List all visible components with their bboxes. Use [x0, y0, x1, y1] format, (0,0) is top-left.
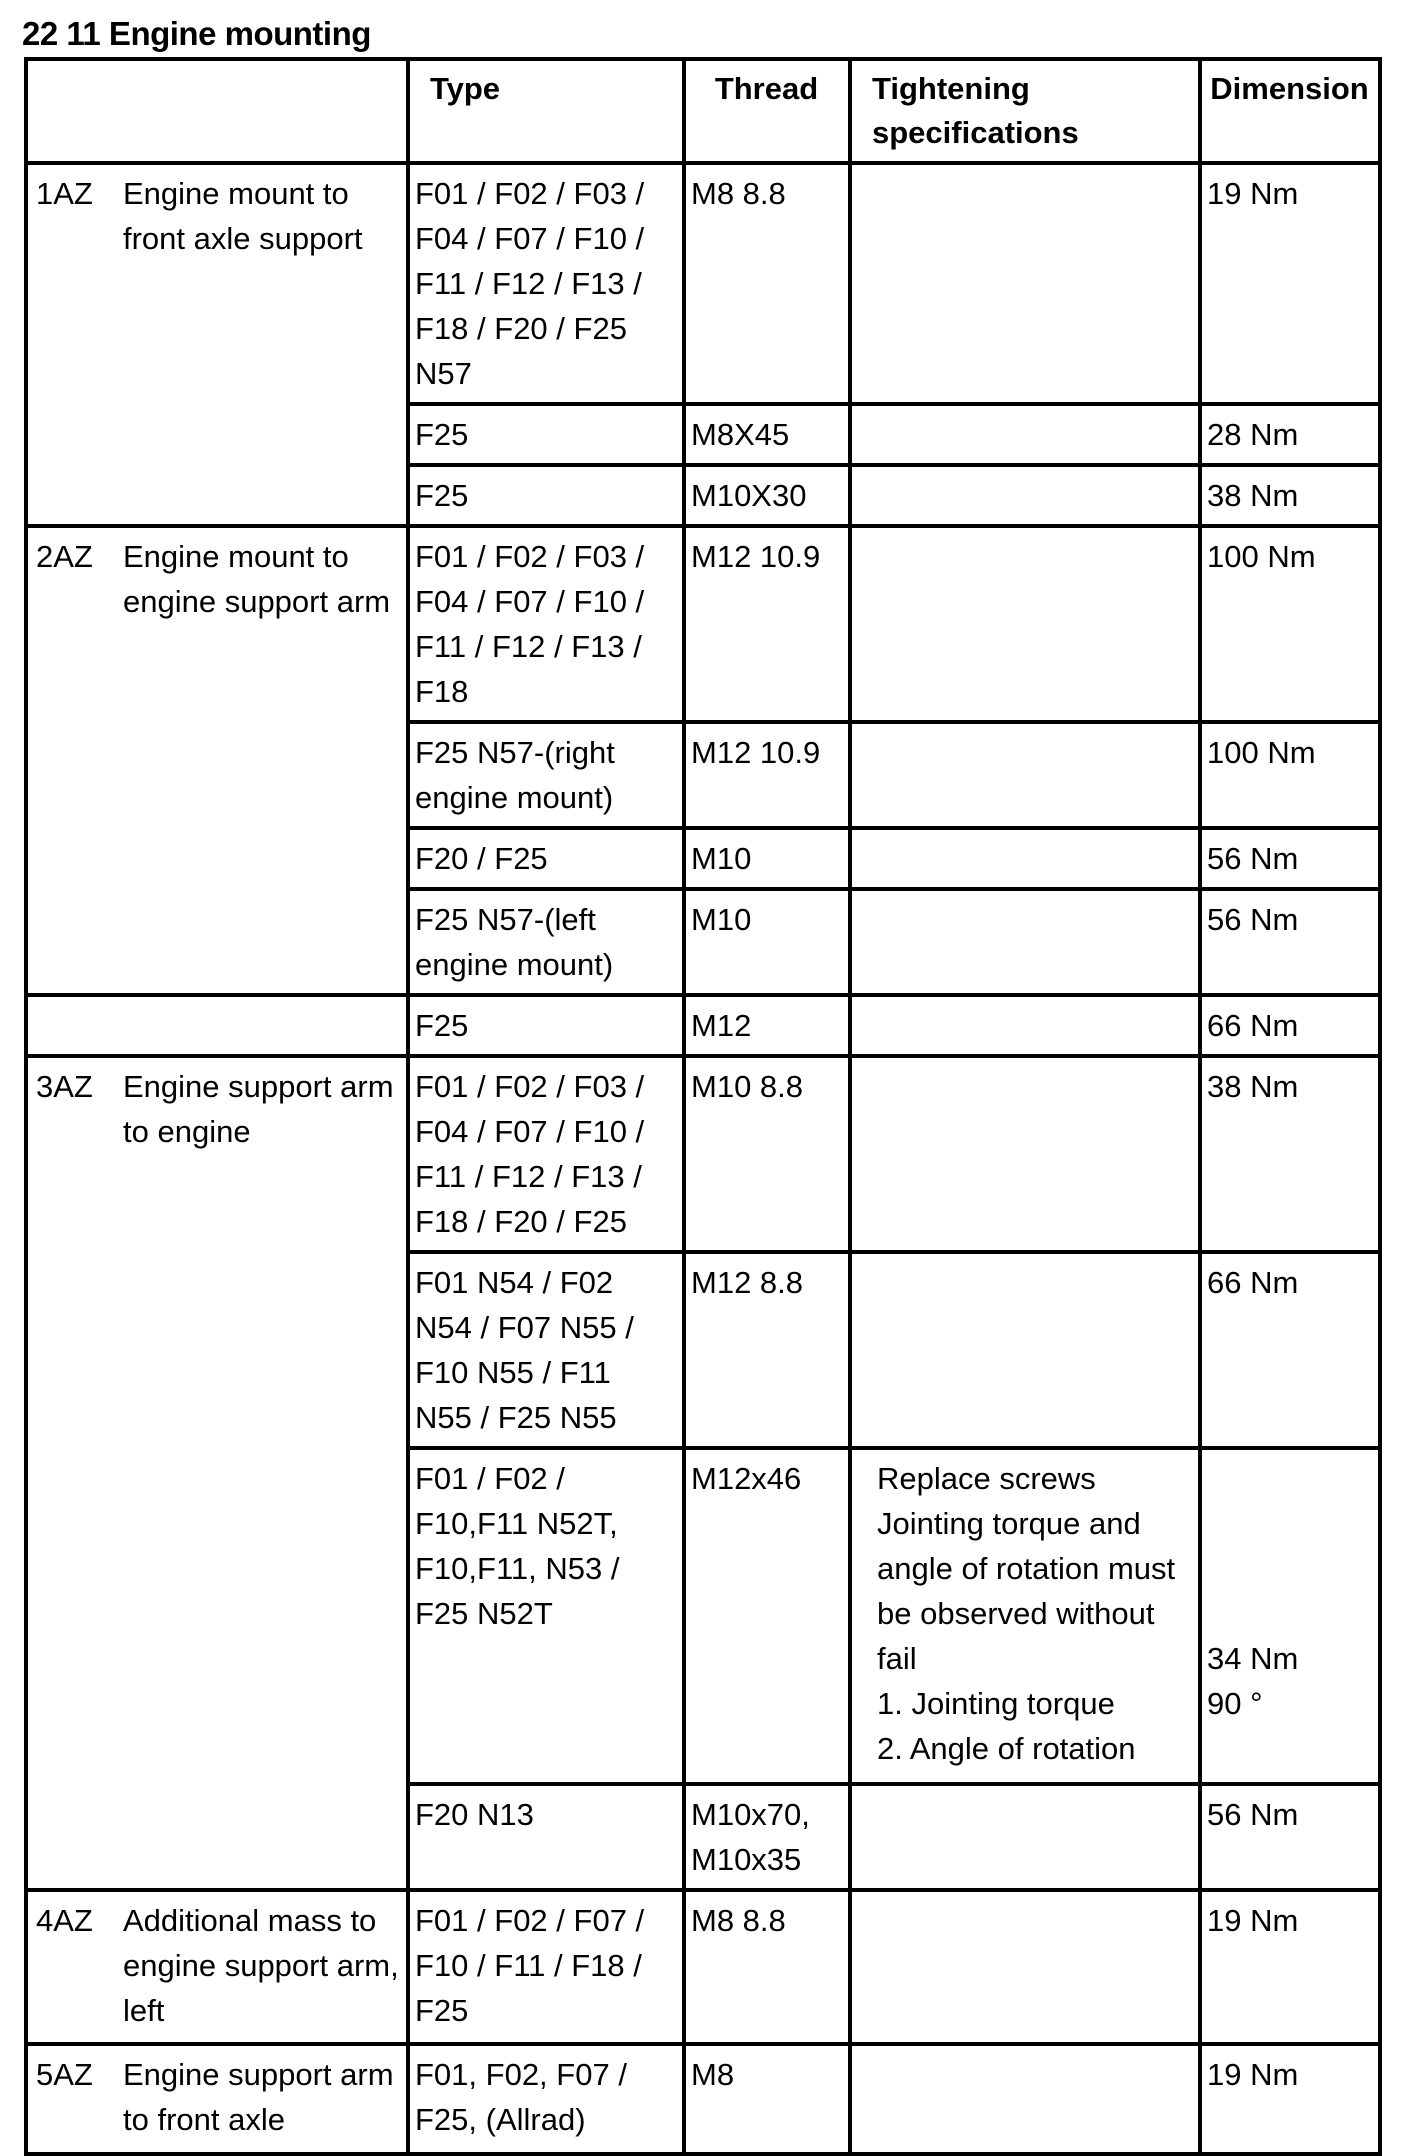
type-cell	[408, 995, 684, 1056]
thread-cell	[684, 163, 850, 404]
thread-value: M12 8.8	[691, 1265, 804, 1300]
tightening-cell	[850, 1784, 1200, 1890]
position-code: 5AZ	[36, 2057, 93, 2092]
header-tightening: Tightening specifications	[850, 59, 1200, 163]
dimension-value: 38 Nm	[1207, 478, 1299, 513]
tightening-cell	[850, 1252, 1200, 1448]
dimension-value: 100 Nm	[1207, 539, 1316, 574]
type-value: F01 / F02 / F07 / F10 / F11 / F18 / F25	[415, 1903, 645, 2028]
type-cell	[408, 526, 684, 722]
type-cell	[408, 465, 684, 526]
dimension-cell	[1200, 889, 1380, 995]
dimension-value: 66 Nm	[1207, 1265, 1299, 1300]
tightening-cell	[850, 465, 1200, 526]
tightening-cell	[850, 163, 1200, 404]
position-code: 4AZ	[36, 1903, 93, 1938]
dimension-value: 19 Nm	[1207, 176, 1299, 211]
position-code: 3AZ	[36, 1069, 93, 1104]
type-value: F25 N57-(left engine mount)	[415, 902, 614, 982]
header-dimension: Dimension	[1200, 59, 1380, 163]
type-cell	[408, 1448, 684, 1784]
dimension-value: 66 Nm	[1207, 1008, 1299, 1043]
table-row	[26, 1890, 1380, 2044]
type-value: F25	[415, 417, 469, 452]
dimension-cell	[1200, 526, 1380, 722]
dimension-value: 19 Nm	[1207, 2057, 1299, 2092]
type-cell	[408, 163, 684, 404]
type-cell	[408, 1056, 684, 1252]
dimension-value: 28 Nm	[1207, 417, 1299, 452]
type-cell	[408, 1252, 684, 1448]
dimension-cell	[1200, 1252, 1380, 1448]
dimension-value: 38 Nm	[1207, 1069, 1299, 1104]
tightening-cell	[850, 1890, 1200, 2044]
header-position	[26, 59, 408, 163]
thread-cell	[684, 1252, 850, 1448]
dimension-cell	[1200, 2044, 1380, 2154]
thread-value: M12x46	[691, 1461, 802, 1496]
type-value: F25 N57-(right engine mount)	[415, 735, 615, 815]
position-cell	[26, 2044, 408, 2154]
dimension-value: 56 Nm	[1207, 841, 1299, 876]
thread-cell	[684, 404, 850, 465]
tightening-cell	[850, 722, 1200, 828]
header-thread: Thread	[684, 59, 850, 163]
tightening-step-value: 90 °	[1207, 1686, 1263, 1721]
table-body	[26, 163, 1380, 2154]
thread-cell	[684, 1890, 850, 2044]
thread-cell	[684, 995, 850, 1056]
dimension-value: 56 Nm	[1207, 1797, 1299, 1832]
type-value: F01, F02, F07 / F25, (Allrad)	[415, 2057, 627, 2137]
dimension-value: 100 Nm	[1207, 735, 1316, 770]
thread-cell	[684, 2044, 850, 2154]
thread-value: M10	[691, 841, 752, 876]
position-description: Engine mount to engine support arm	[123, 539, 391, 619]
tightening-cell	[850, 828, 1200, 889]
dimension-cell	[1200, 722, 1380, 828]
thread-value: M10	[691, 902, 752, 937]
thread-cell	[684, 828, 850, 889]
position-description: Engine mount to front axle support	[123, 176, 363, 256]
position-cell	[26, 526, 408, 995]
position-cell	[26, 1890, 408, 2044]
type-value: F01 N54 / F02 N54 / F07 N55 / F10 N55 / F11 N55 / F25 N55	[415, 1265, 634, 1435]
position-cell	[26, 1056, 408, 1890]
thread-cell	[684, 889, 850, 995]
dimension-value: 56 Nm	[1207, 902, 1299, 937]
thread-value: M12 10.9	[691, 539, 821, 574]
type-value: F20 / F25	[415, 841, 548, 876]
dimension-cell	[1200, 1448, 1380, 1784]
dimension-cell	[1200, 163, 1380, 404]
thread-cell	[684, 1448, 850, 1784]
thread-cell	[684, 1784, 850, 1890]
tightening-step-label: 1. Jointing torque	[877, 1686, 1115, 1721]
type-value: F01 / F02 / F03 / F04 / F07 / F10 / F11 / F12 / F13 / F18 / F20 / F25 N57	[415, 176, 645, 391]
thread-value: M10X30	[691, 478, 807, 513]
dimension-cell	[1200, 828, 1380, 889]
position-description: Engine support arm to front axle	[123, 2057, 394, 2137]
dimension-cell	[1200, 465, 1380, 526]
type-cell	[408, 1784, 684, 1890]
type-cell	[408, 722, 684, 828]
dimension-cell	[1200, 1890, 1380, 2044]
thread-value: M12	[691, 1008, 752, 1043]
type-value: F01 / F02 / F03 / F04 / F07 / F10 / F11 / F12 / F13 / F18 / F20 / F25	[415, 1069, 645, 1239]
thread-value: M8	[691, 2057, 735, 2092]
thread-value: M8 8.8	[691, 1903, 786, 1938]
type-value: F25	[415, 478, 469, 513]
header-row	[26, 59, 1380, 163]
tightening-text: Replace screws Jointing torque and angle of rotation must be observed without fail	[877, 1461, 1176, 1676]
position-code: 2AZ	[36, 539, 93, 574]
position-cell	[26, 995, 408, 1056]
thread-cell	[684, 1056, 850, 1252]
type-cell	[408, 2044, 684, 2154]
tightening-cell	[850, 1056, 1200, 1252]
tightening-step-label: 2. Angle of rotation	[877, 1731, 1136, 1766]
tightening-cell	[850, 889, 1200, 995]
tightening-cell	[850, 526, 1200, 722]
table-row	[26, 2044, 1380, 2154]
type-value: F01 / F02 / F03 / F04 / F07 / F10 / F11 / F12 / F13 / F18	[415, 539, 645, 709]
type-cell	[408, 828, 684, 889]
type-cell	[408, 404, 684, 465]
thread-value: M12 10.9	[691, 735, 821, 770]
type-value: F20 N13	[415, 1797, 534, 1832]
position-code: 1AZ	[36, 176, 93, 211]
dimension-cell	[1200, 1056, 1380, 1252]
tightening-step-value: 34 Nm	[1207, 1641, 1299, 1676]
dimension-cell	[1200, 1784, 1380, 1890]
thread-value: M8X45	[691, 417, 790, 452]
page-title: 22 11 Engine mounting	[22, 15, 371, 52]
position-cell	[26, 163, 408, 526]
tightening-cell	[850, 2044, 1200, 2154]
tightening-cell	[850, 404, 1200, 465]
dimension-value: 19 Nm	[1207, 1903, 1299, 1938]
thread-value: M10 8.8	[691, 1069, 804, 1104]
type-value: F25	[415, 1008, 469, 1043]
table-row	[26, 526, 1380, 722]
dimension-cell	[1200, 995, 1380, 1056]
type-value: F01 / F02 / F10,F11 N52T, F10,F11, N53 / F25 N52T	[415, 1461, 620, 1631]
tightening-cell	[850, 995, 1200, 1056]
table-row	[26, 995, 1380, 1056]
thread-value: M10x70, M10x35	[691, 1797, 810, 1877]
position-description: Additional mass to engine support arm, left	[123, 1903, 399, 2028]
table-row	[26, 163, 1380, 404]
thread-cell	[684, 722, 850, 828]
table-row	[26, 1056, 1380, 1252]
dimension-cell	[1200, 404, 1380, 465]
type-cell	[408, 889, 684, 995]
thread-value: M8 8.8	[691, 176, 786, 211]
position-description: Engine support arm to engine	[123, 1069, 394, 1149]
type-cell	[408, 1890, 684, 2044]
tightening-cell	[850, 1448, 1200, 1784]
thread-cell	[684, 526, 850, 722]
header-type: Type	[408, 59, 684, 163]
tightening-spec-table	[24, 57, 1382, 2156]
thread-cell	[684, 465, 850, 526]
